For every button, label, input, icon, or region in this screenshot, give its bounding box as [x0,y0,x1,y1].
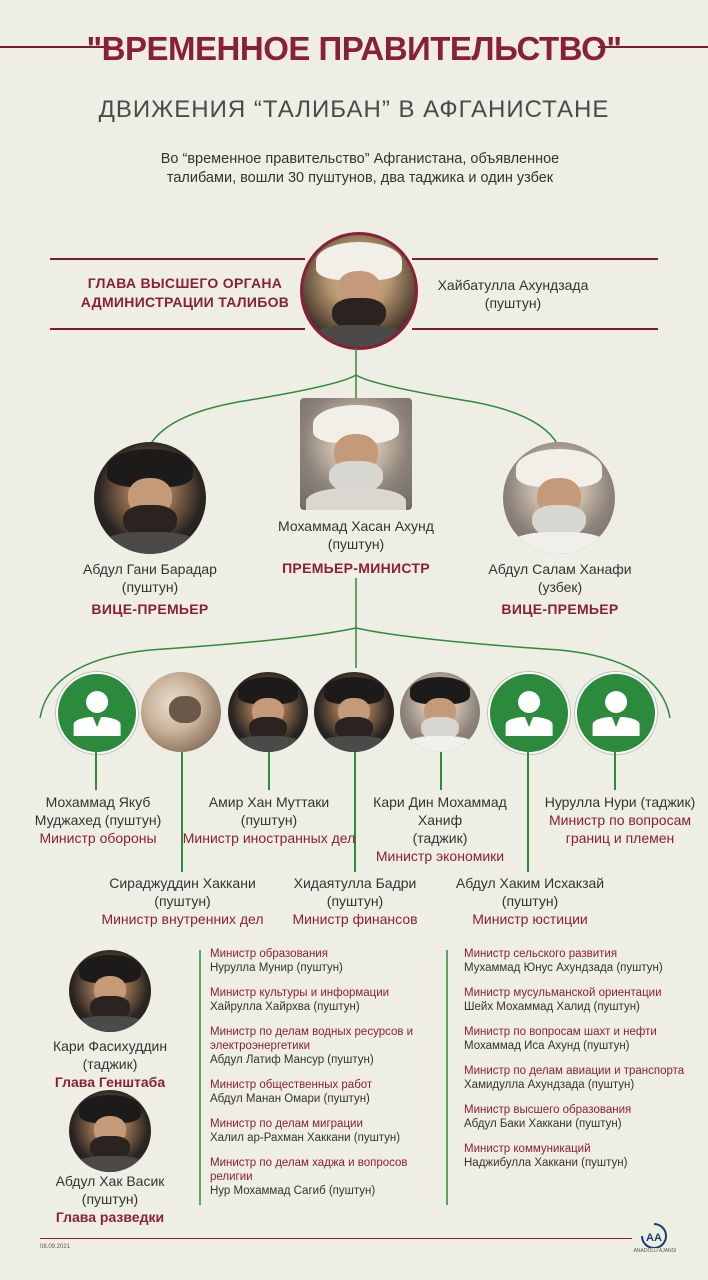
minister-economy-role: Министр экономики [375,848,505,864]
conn-economy [440,752,442,790]
minister-justice-role: Министр юстиции [472,911,588,927]
minister-foreign-name1: Амир Хан Муттаки [208,794,330,810]
minister-borders-role1: Министр по вопросам [548,812,691,828]
intelligence-chief-name2: (пуштун) [81,1191,139,1207]
minister-borders-role2: границ и племен [565,830,675,846]
list-item: Министр сельского развития Мухаммад Юнус Ахундзада (пуштун) [464,948,663,974]
minister-defense-name2: Муджахед (пуштун) [34,812,162,828]
minister-justice-block [445,874,615,928]
leader-role-line2: АДМИНИСТРАЦИИ ТАЛИБОВ [80,294,290,310]
minister-foreign-block [180,793,358,847]
minister-interior-photo [141,672,221,752]
deputy-1-name: Абдул Гани Барадар [83,561,217,577]
list-item: Министр образования Нурулла Мунир (пуштун) [210,948,343,974]
list-item: Министр коммуникаций Наджибулла Хаккани (пуштун) [464,1143,628,1169]
minister-foreign-photo [228,672,308,752]
list-item: Министр культуры и информации Хайрулла Хайрхва (пуштун) [210,987,390,1013]
pm-role: ПРЕМЬЕР-МИНИСТР [282,560,430,576]
intelligence-chief-role: Глава разведки [55,1209,165,1225]
minister-defense-name1: Мохаммад Якуб [45,794,151,810]
minister-justice-avatar [488,672,570,754]
minister-foreign-role: Министр иностранных дел [182,830,356,846]
list-item: Министр по вопросам шахт и нефти Мохаммад Иса Ахунд (пуштун) [464,1026,657,1052]
pm-name: Мохаммад Хасан Ахунд [278,518,434,534]
list-item: Министр по делам хаджа и вопросов религии Нур Мохаммад Сагиб (пуштун) [210,1157,408,1197]
ministers-list-right [464,947,694,1181]
chief-of-staff-name2: (таджик) [82,1056,138,1072]
pm-ethnicity: (пуштун) [327,536,385,552]
leader-name: Хайбатулла Ахундзада [437,277,589,293]
minister-borders-block [535,793,705,847]
page-subtitle: ДВИЖЕНИЯ “ТАЛИБАН” В АФГАНИСТАНЕ [98,96,610,123]
minister-finance-name2: (пуштун) [326,893,384,909]
conn-borders [614,752,616,790]
minister-finance-name1: Хидаятулла Бадри [293,875,417,891]
agency-name: ANADOLU AJANSI [633,1248,677,1254]
conn-justice [527,752,529,872]
footer-rule [40,1238,632,1239]
chief-of-staff-block [40,1037,180,1091]
chief-of-staff-photo [69,950,151,1032]
deputy-2-role: ВИЦЕ-ПРЕМЬЕР [501,601,619,617]
list-item: Министр по делам авиации и транспорта Хамидулла Ахундзада (пуштун) [464,1065,685,1091]
deputy-2-ethnicity: (узбек) [537,579,583,595]
svg-text:AA: AA [646,1232,662,1244]
minister-justice-name2: (пуштун) [501,893,559,909]
page-title: "ВРЕМЕННОЕ ПРАВИТЕЛЬСТВО" [86,30,622,67]
minister-defense-role: Министр обороны [39,830,157,846]
minister-finance-photo [314,672,394,752]
pm-photo [300,398,412,510]
minister-finance-block [280,874,430,928]
minister-interior-block [95,874,270,928]
deputy-1-photo [94,442,206,554]
intelligence-chief-name1: Абдул Хак Васик [55,1173,165,1189]
deputy-2-name: Абдул Салам Ханафи [488,561,632,577]
agency-logo-icon [640,1222,668,1248]
list-item: Министр общественных работ Абдул Манан Омари (пуштун) [210,1079,373,1105]
minister-economy-name1: Кари Дин Мохаммад Ханиф [373,794,507,828]
deputy-2-photo [503,442,615,554]
footer-date: 08.09.2021 [40,1244,71,1250]
list-item: Министр по делам водных ресурсов и электроэнергетики Абдул Латиф Мансур (пуштун) [210,1026,414,1066]
chief-of-staff-role: Глава Генштаба [54,1074,166,1090]
deputy-1-role: ВИЦЕ-ПРЕМЬЕР [91,601,209,617]
minister-defense-block [28,793,168,847]
pm-name-block [246,517,466,553]
intelligence-chief-photo [69,1090,151,1172]
deputy-2-name-block [470,560,650,596]
ministers-list-left [210,947,435,1209]
minister-borders-avatar [575,672,657,754]
leader-role-line1: ГЛАВА ВЫСШЕГО ОРГАНА [87,275,283,291]
list-item: Министр по делам миграции Халил ар-Рахман Хаккани (пуштун) [210,1118,401,1144]
chief-of-staff-name1: Кари Фасихуддин [52,1038,168,1054]
intro-text: Во “временное правительство” Афганистана, объявленное талибами, вошли 30 пуштунов, два таджика и один узбек [160,151,560,186]
minister-interior-name2: (пуштун) [154,893,211,909]
minister-interior-role: Министр внутренних дел [101,911,264,927]
minister-borders-name1: Нурулла Нури (таджик) [544,794,696,810]
minister-economy-photo [400,672,480,752]
minister-justice-name1: Абдул Хаким Исхакзай [455,875,605,891]
minister-defense-avatar [56,672,138,754]
conn-defense [95,752,97,790]
intelligence-chief-block [40,1172,180,1226]
minister-economy-name2: (таджик) [412,830,468,846]
list-item: Министр мусульманской ориентации Шейх Мохаммад Халид (пуштун) [464,987,662,1013]
minister-economy-block [355,793,525,865]
deputy-1-name-block [60,560,240,596]
minister-foreign-name2: (пуштун) [240,812,298,828]
minister-finance-role: Министр финансов [292,911,418,927]
deputy-1-ethnicity: (пуштун) [121,579,179,595]
leader-ethnicity: (пуштун) [484,295,542,311]
conn-foreign [268,752,270,790]
minister-interior-name1: Сираджуддин Хаккани [109,875,256,891]
list-item: Министр высшего образования Абдул Баки Хаккани (пуштун) [464,1104,632,1130]
